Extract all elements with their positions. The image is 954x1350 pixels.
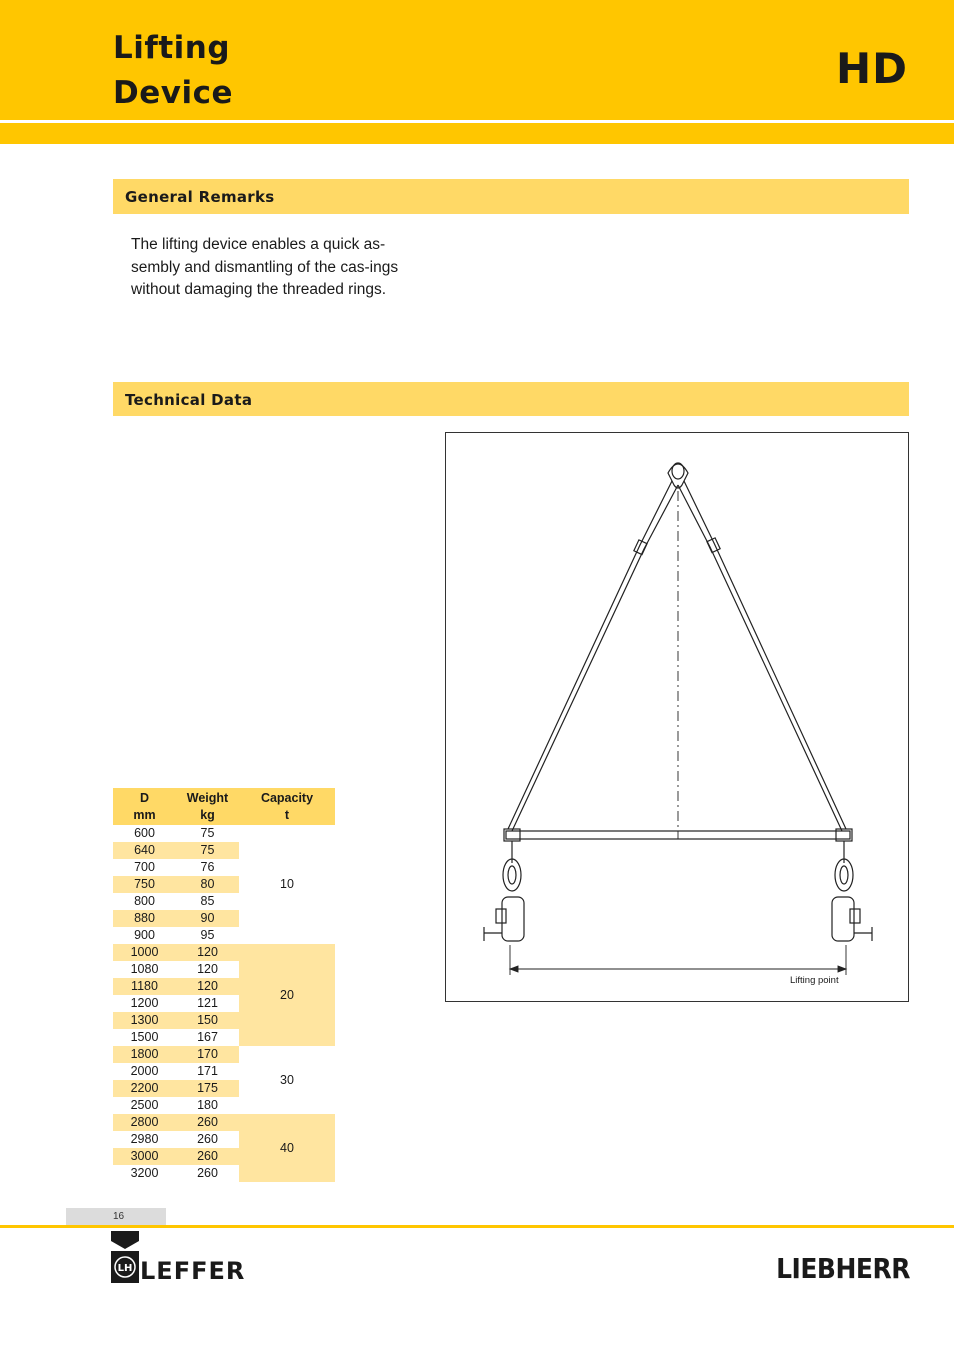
header-diameter-label: D bbox=[139, 791, 150, 805]
cell-weight: 120 bbox=[176, 978, 239, 995]
cell-diameter: 2980 bbox=[130, 1132, 159, 1146]
header-capacity bbox=[239, 788, 335, 825]
table-row bbox=[113, 1114, 335, 1131]
header-weight-label: Weight bbox=[186, 791, 229, 805]
cell-weight: 120 bbox=[197, 962, 218, 976]
right-clamp-body bbox=[832, 897, 854, 941]
header-capacity-label: Capacity bbox=[260, 791, 314, 805]
right-shackle bbox=[835, 859, 853, 891]
lifting-device-drawing bbox=[446, 433, 908, 1001]
cell-diameter: 1180 bbox=[113, 978, 176, 995]
general-remarks-text: The lifting device enables a quick as-sembly and dismantling of the cas-ings without damaging the threaded rings. bbox=[131, 236, 399, 298]
dimension-arrow-right bbox=[838, 966, 846, 972]
cell-weight: 260 bbox=[176, 1114, 239, 1131]
cell-capacity: 10 bbox=[280, 877, 294, 891]
cell-diameter: 880 bbox=[113, 910, 176, 927]
cell-weight: 80 bbox=[176, 876, 239, 893]
cell-diameter: 2500 bbox=[130, 1098, 159, 1112]
cell-diameter: 1200 bbox=[130, 996, 159, 1010]
cell-diameter: 1000 bbox=[113, 944, 176, 961]
cell-weight: 150 bbox=[176, 1012, 239, 1029]
cell-weight: 120 bbox=[176, 944, 239, 961]
section-technical-data-title: Technical Data bbox=[125, 391, 253, 409]
table-row bbox=[113, 825, 335, 842]
left-clamp-jaw bbox=[496, 909, 506, 923]
cell-weight: 121 bbox=[197, 996, 218, 1010]
header-weight bbox=[176, 788, 239, 825]
page-number: 16 bbox=[113, 1211, 125, 1222]
cell-diameter: 800 bbox=[134, 894, 155, 908]
header-band-lower bbox=[0, 123, 954, 144]
left-shackle-inner bbox=[508, 866, 516, 884]
cell-weight: 167 bbox=[197, 1030, 218, 1044]
left-sleeve bbox=[634, 540, 647, 555]
cell-diameter: 2200 bbox=[113, 1080, 176, 1097]
lifting-device-figure bbox=[445, 432, 909, 1002]
table-header-row bbox=[113, 788, 335, 825]
cell-diameter: 2000 bbox=[130, 1064, 159, 1078]
cell-weight: 76 bbox=[200, 860, 215, 874]
footer-divider bbox=[0, 1225, 954, 1228]
cell-weight: 75 bbox=[200, 826, 215, 840]
cell-capacity: 30 bbox=[280, 1072, 294, 1087]
leffer-logo-mark: LH bbox=[117, 1263, 133, 1274]
leffer-wordmark: LEFFER bbox=[140, 1257, 246, 1285]
right-sling-outer bbox=[684, 481, 846, 829]
page-title-line1: Lifting bbox=[113, 30, 231, 66]
cell-weight: 85 bbox=[200, 894, 215, 908]
left-sling-outer bbox=[508, 481, 672, 829]
cell-capacity: 40 bbox=[239, 1114, 335, 1182]
cell-diameter: 700 bbox=[134, 860, 155, 874]
cell-diameter: 750 bbox=[113, 876, 176, 893]
cell-capacity: 20 bbox=[239, 944, 335, 1046]
cell-weight: 171 bbox=[197, 1064, 218, 1078]
right-sling-inner bbox=[678, 485, 842, 831]
header-diameter bbox=[113, 788, 176, 825]
top-ring bbox=[672, 463, 684, 479]
cell-diameter: 600 bbox=[134, 826, 155, 840]
section-general-remarks-title: General Remarks bbox=[125, 188, 275, 206]
cell-diameter: 3000 bbox=[113, 1148, 176, 1165]
cell-weight: 90 bbox=[176, 910, 239, 927]
right-clamp-jaw bbox=[850, 909, 860, 923]
cell-diameter: 1300 bbox=[113, 1012, 176, 1029]
table-row bbox=[113, 1046, 335, 1063]
header-capacity-unit: t bbox=[284, 808, 290, 822]
product-code: HD bbox=[835, 44, 908, 93]
cell-diameter: 900 bbox=[134, 928, 155, 942]
cell-weight: 170 bbox=[176, 1046, 239, 1063]
page-title bbox=[113, 26, 233, 116]
left-sling-inner bbox=[512, 485, 678, 831]
leffer-logo-crest bbox=[111, 1231, 139, 1249]
section-general-remarks bbox=[113, 179, 909, 214]
liebherr-logo: LIEBHERR bbox=[776, 1252, 910, 1285]
header-diameter-unit: mm bbox=[133, 808, 156, 822]
cell-weight: 95 bbox=[200, 928, 215, 942]
cell-weight: 175 bbox=[176, 1080, 239, 1097]
cell-diameter: 2800 bbox=[113, 1114, 176, 1131]
cell-diameter: 1080 bbox=[130, 962, 159, 976]
section-technical-data bbox=[113, 382, 909, 416]
technical-data-table bbox=[113, 788, 335, 1182]
cell-weight: 180 bbox=[197, 1098, 218, 1112]
left-shackle bbox=[503, 859, 521, 891]
header-weight-unit: kg bbox=[200, 808, 215, 822]
cell-weight: 260 bbox=[197, 1132, 218, 1146]
dimension-arrow-left bbox=[510, 966, 518, 972]
cell-weight: 260 bbox=[176, 1148, 239, 1165]
cell-diameter: 1500 bbox=[130, 1030, 159, 1044]
cell-weight: 75 bbox=[176, 842, 239, 859]
cell-weight: 260 bbox=[197, 1166, 218, 1180]
right-sleeve bbox=[707, 538, 720, 553]
left-clamp-body bbox=[502, 897, 524, 941]
lifting-point-label: Lifting point bbox=[790, 975, 839, 986]
cell-diameter: 3200 bbox=[130, 1166, 159, 1180]
right-shackle-inner bbox=[840, 866, 848, 884]
page-title-line2: Device bbox=[113, 75, 233, 111]
cell-diameter: 640 bbox=[113, 842, 176, 859]
table-row bbox=[113, 944, 335, 961]
cell-diameter: 1800 bbox=[113, 1046, 176, 1063]
